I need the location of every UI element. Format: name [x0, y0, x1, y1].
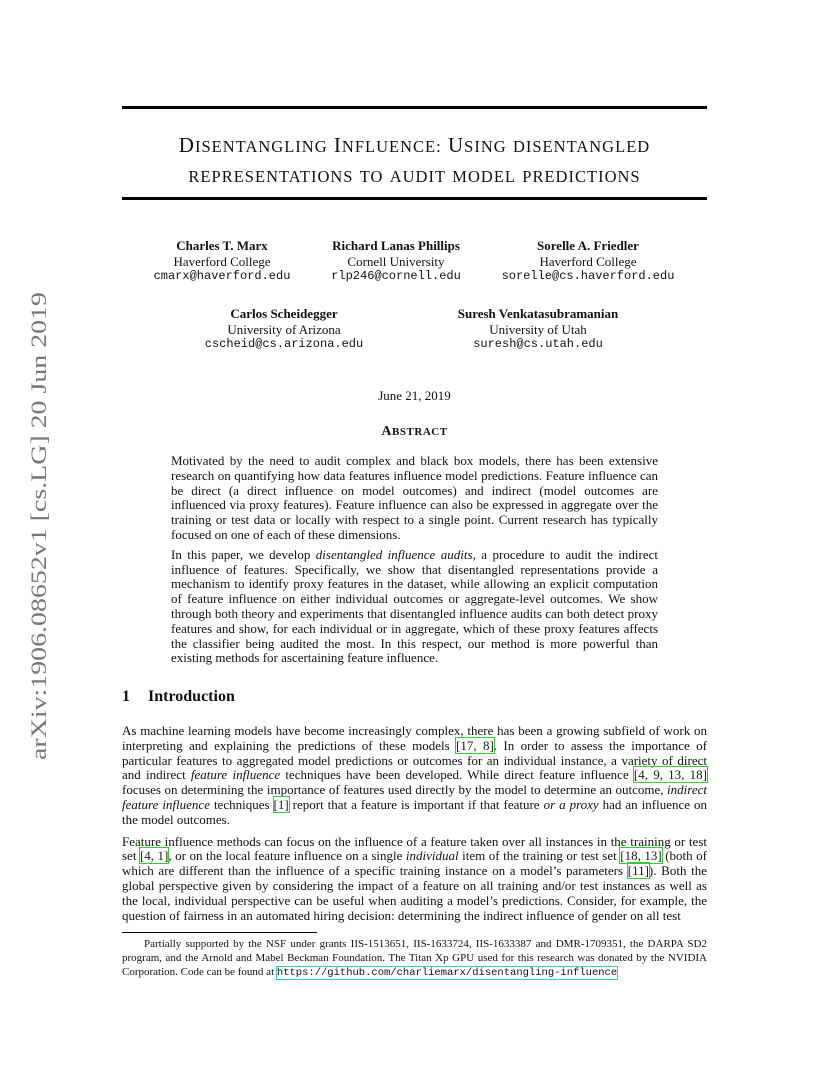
title-bottom-rule	[122, 197, 707, 200]
footnote-rule	[122, 932, 317, 933]
code-url-link[interactable]: https://github.com/charliemarx/disentangling-influence	[276, 967, 618, 979]
author-affiliation: University of Arizona	[227, 321, 341, 337]
author-affiliation: Haverford College	[539, 253, 637, 269]
author-email[interactable]: cscheid@cs.arizona.edu	[204, 337, 364, 351]
author-email[interactable]: suresh@cs.utah.edu	[473, 337, 603, 351]
author-block	[122, 238, 322, 285]
author-email[interactable]: rlp246@cornell.edu	[331, 269, 461, 283]
author-name: Suresh Venkatasubramanian	[457, 306, 619, 321]
author-block	[184, 306, 384, 353]
arxiv-stamp	[22, 290, 52, 760]
abstract	[171, 454, 658, 671]
body-paragraph: Feature influence methods can focus on the influence of a feature taken over all instances in the training or test set [4, 1], or on the local feature influence on a single individual item of the training or test set [18, 13] (both of which are different than the influence of a specific training instance on a model’s parameters [11]). Both the global perspective given by considering the impact of a feature on all training and/or test instances as well as the local, individual perspective can be useful when auditing a model’s predictions. Consider, for example, the question of fairness in an automated hiring decision: determining the indirect influence of gender on all test	[122, 833, 707, 923]
author-affiliation: Cornell University	[347, 253, 445, 269]
citation-link[interactable]: [17, 8]	[456, 737, 494, 753]
body-paragraph: As machine learning models have become increasingly complex, there has been a growing subfield of work on interpreting and explaining the predictions of these models [17, 8]. In order to assess the importance of particular features to aggregated model predictions or outcomes for an individual instance, a variety of direct and indirect feature influence techniques have been developed. While direct feature influence [4, 9, 13, 18] focuses on determining the importance of features used directly by the model to determine an outcome, indirect feature influence techniques [1] report that a feature is important if that feature or a proxy had an influence on the model outcomes.	[122, 723, 707, 827]
author-block	[428, 306, 648, 353]
section-number: 1	[122, 688, 130, 705]
footnote: Partially supported by the NSF under grants IIS-1513651, IIS-1633724, IIS-1633387 and DMR-1709351, the DARPA SD2 program, and the Arnold and Mabel Beckman Foundation. The Titan Xp GPU used for this research was donated by the NVIDIA Corporation. Code can be found at https://github.com/charliemarx/disentangling-influence	[122, 938, 707, 979]
paper-date: June 21, 2019	[378, 388, 451, 403]
introduction-body	[122, 724, 707, 930]
abstract-paragraph: In this paper, we develop disentangled influence audits, a procedure to audit the indirect influence of features. Specifically, we show that disentangled representations provide a mechanism to identify proxy features in the dataset, while allowing an explicit computation of feature influence on either individual outcomes or aggregate-level outcomes. We show through both theory and experiments that disentangled influence audits can both detect proxy features and show, for each individual or in aggregate, which of these proxy features affects the classifier being audited the most. In this respect, our method is more powerful than existing methods for ascertaining feature influence.	[171, 546, 658, 666]
abstract-heading: ABSTRACT	[381, 424, 448, 439]
author-affiliation: Haverford College	[173, 253, 271, 269]
citation-link[interactable]: [11]	[627, 863, 649, 879]
author-affiliation: University of Utah	[489, 321, 587, 337]
citation-link[interactable]: [1]	[273, 796, 289, 812]
section-title: Introduction	[148, 688, 235, 705]
title-line-1: DISENTANGLING INFLUENCE: USING DISENTANGLED	[178, 133, 651, 157]
title-line-2: REPRESENTATIONS TO AUDIT MODEL PREDICTIONS	[188, 167, 641, 186]
author-name: Charles T. Marx	[176, 238, 268, 253]
citation-link[interactable]: [4, 9, 13, 18]	[633, 767, 707, 783]
citation-link[interactable]: [4, 1]	[139, 848, 169, 864]
author-block	[296, 238, 496, 285]
author-email[interactable]: cmarx@haverford.edu	[153, 269, 291, 283]
citation-link[interactable]: [18, 13]	[620, 848, 662, 864]
paper-title	[122, 131, 707, 191]
title-top-rule	[122, 106, 707, 109]
abstract-paragraph: Motivated by the need to audit complex and black box models, there has been extensive research on quantifying how data features influence model predictions. Feature influence can be direct (a direct influence on model outcomes) and indirect (model outcomes are influenced via proxy features). Feature influence can also be expressed in aggregate over the training or test data or locally with respect to a single point. Current research has typically focused on one of each of these dimensions.	[171, 453, 658, 542]
author-name: Richard Lanas Phillips	[332, 238, 460, 253]
section-heading	[122, 688, 235, 706]
author-email[interactable]: sorelle@cs.haverford.edu	[501, 269, 675, 283]
author-block	[488, 238, 688, 285]
author-name: Carlos Scheidegger	[230, 306, 338, 321]
author-name: Sorelle A. Friedler	[537, 238, 639, 253]
arxiv-stamp-text: arXiv:1906.08652v1 [cs.LG] 20 Jun 2019	[26, 390, 51, 760]
